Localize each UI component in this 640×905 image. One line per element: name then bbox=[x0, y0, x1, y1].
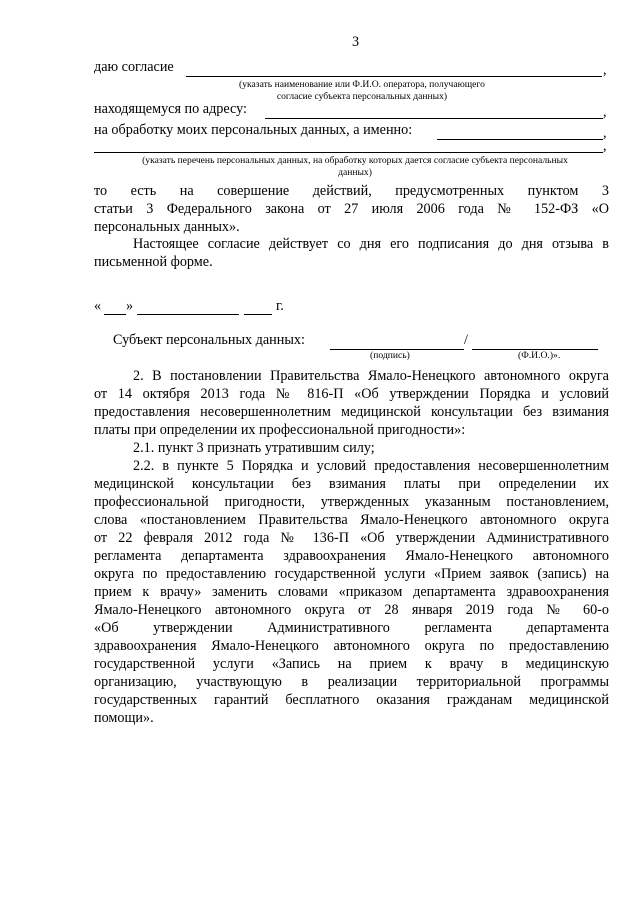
comma-mark: , bbox=[603, 125, 607, 141]
amendment-line: медицинской консультации без взимания платы при определении их bbox=[94, 476, 609, 492]
amendment-line: профессиональной пригодности, утвержденных указанным постановлением, bbox=[94, 494, 609, 510]
date-close-quote: » bbox=[126, 298, 134, 314]
amendment-line: от 14 октября 2013 года № 816-П «Об утверждении Порядка и условий bbox=[94, 386, 609, 402]
address-label: находящемуся по адресу: bbox=[94, 101, 247, 117]
amendment-line: помощи». bbox=[94, 710, 154, 726]
amendment-line: 2.2. в пункте 5 Порядка и условий предоставления несовершеннолетним bbox=[133, 458, 609, 474]
subject-label: Субъект персональных данных: bbox=[113, 332, 305, 348]
date-suffix: г. bbox=[276, 298, 284, 314]
purpose-line: то есть на совершение действий, предусмотренных пунктом 3 bbox=[94, 183, 609, 199]
date-year-line bbox=[244, 314, 272, 315]
amendment-line: государственных гарантий бесплатного оказания гражданам медицинской bbox=[94, 692, 609, 708]
operator-hint: (указать наименование или Ф.И.О. оператора, получающего согласие субъекта персональных данных) bbox=[239, 79, 485, 102]
amendment-line: предоставления несовершеннолетним медицинской консультации без взимания bbox=[94, 404, 609, 420]
date-day-line bbox=[104, 314, 126, 315]
fio-hint: (Ф.И.О.)». bbox=[518, 350, 561, 361]
amendment-line: здравоохранения Ямало-Ненецкого автономного округа по предоставлению bbox=[94, 638, 609, 654]
operator-fill-line bbox=[186, 76, 602, 77]
validity-line: Настоящее согласие действует со дня его подписания до дня отзыва в bbox=[133, 236, 609, 252]
date-month-line bbox=[137, 314, 239, 315]
comma-mark: , bbox=[603, 104, 607, 120]
slash: / bbox=[464, 332, 468, 348]
comma-mark: , bbox=[603, 138, 607, 154]
amendment-line: 2. В постановлении Правительства Ямало-Ненецкого автономного округа bbox=[133, 368, 609, 384]
amendment-line: организацию, участвующую в реализации территориальной программы bbox=[94, 674, 609, 690]
data-list-fill-line bbox=[94, 152, 603, 153]
amendment-line: прием к врачу» заменить словами «приказом департамента здравоохранения bbox=[94, 584, 609, 600]
processing-fill-line bbox=[437, 139, 603, 140]
address-fill-line bbox=[265, 118, 603, 119]
amendment-line: слова «постановлением Правительства Ямало-Ненецкого автономного округа bbox=[94, 512, 609, 528]
consent-give-label: даю согласие bbox=[94, 59, 174, 75]
page-number: 3 bbox=[352, 34, 360, 50]
amendment-line: государственной услуги «Запись на прием к врачу в медицинскую bbox=[94, 656, 609, 672]
amendment-line: 2.1. пункт 3 признать утратившим силу; bbox=[133, 440, 375, 456]
signature-hint: (подпись) bbox=[370, 350, 410, 361]
amendment-line: округа по предоставлению государственной услуги «Прием заявок (запись) на bbox=[94, 566, 609, 582]
comma-mark: , bbox=[603, 62, 607, 78]
validity-line: письменной форме. bbox=[94, 254, 213, 270]
purpose-line: статьи 3 Федерального закона от 27 июля 2006 года № 152-ФЗ «О bbox=[94, 201, 609, 217]
amendment-line: «Об утверждении Административного регламента департамента bbox=[94, 620, 609, 636]
purpose-line: персональных данных». bbox=[94, 219, 240, 235]
data-list-hint: (указать перечень персональных данных, на обработку которых дается согласие субъекта персональных данных) bbox=[142, 155, 568, 178]
amendment-line: платы при определении их профессиональной пригодности»: bbox=[94, 422, 466, 438]
amendment-line: регламента департамента здравоохранения Ямало-Ненецкого автономного bbox=[94, 548, 609, 564]
amendment-line: от 22 февраля 2012 года № 136-П «Об утверждении Административного bbox=[94, 530, 609, 546]
date-open-quote: « bbox=[94, 298, 102, 314]
processing-label: на обработку моих персональных данных, а именно: bbox=[94, 122, 413, 138]
amendment-line: Ямало-Ненецкого автономного округа от 28 января 2019 года № 60-о bbox=[94, 602, 609, 618]
